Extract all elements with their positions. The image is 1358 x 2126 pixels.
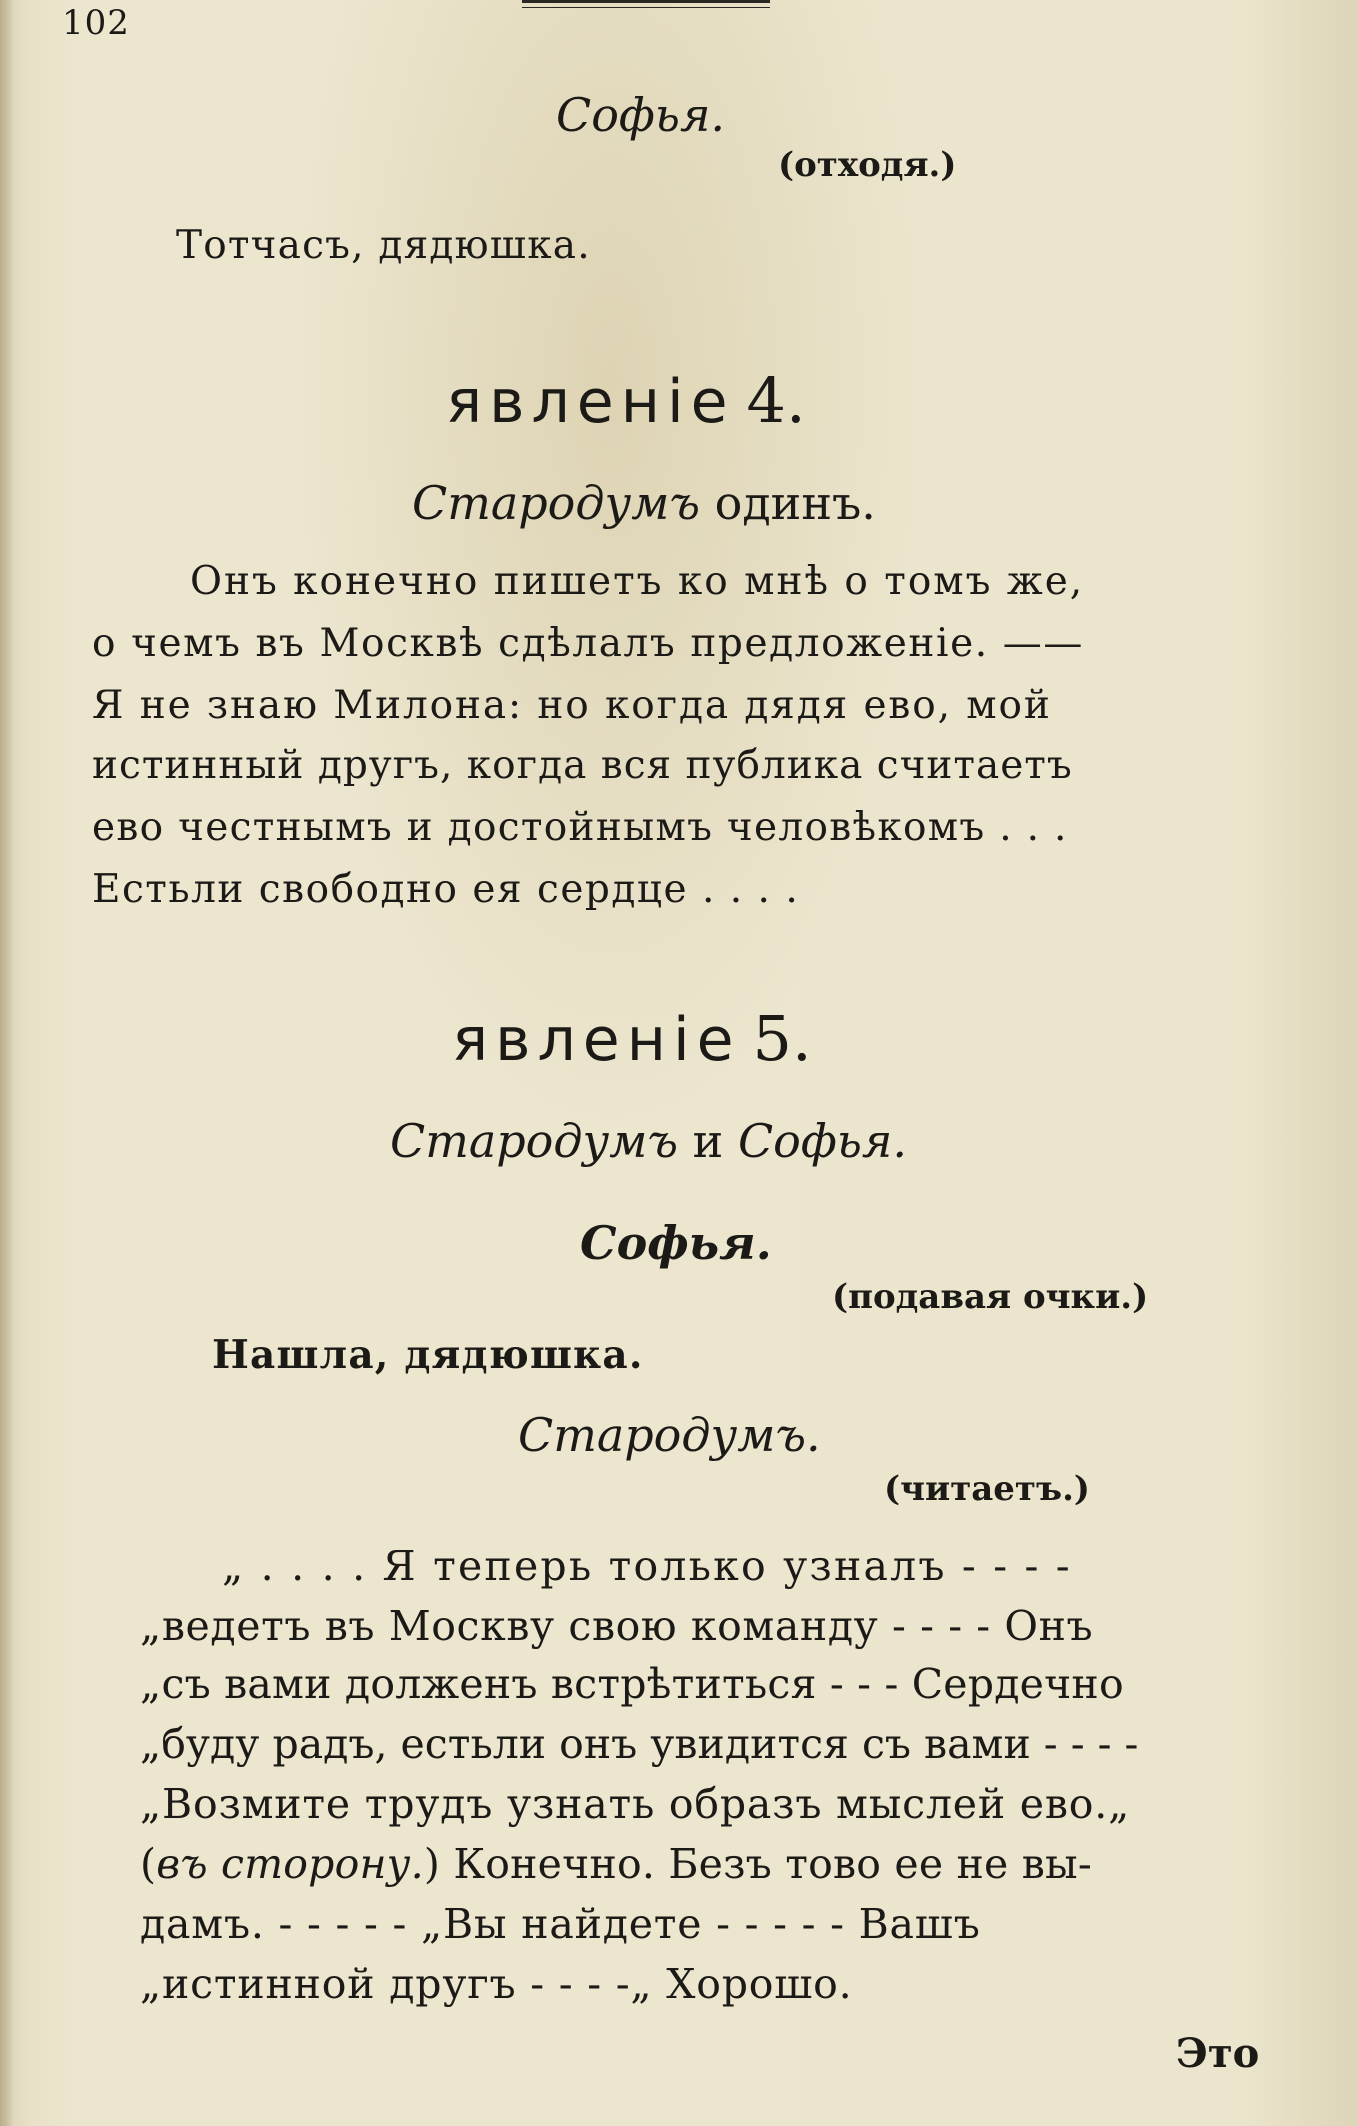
scene-number: 5. bbox=[752, 1002, 812, 1075]
top-rule-divider bbox=[522, 0, 770, 8]
aside-text: въ сторону. bbox=[156, 1840, 424, 1888]
letter-line: „съ вами долженъ встрѣтиться - - - Сердечно bbox=[140, 1660, 1124, 1708]
character-starodum: Стародумъ bbox=[390, 1114, 679, 1168]
stage-direction: (читаетъ.) bbox=[884, 1469, 1090, 1509]
scene-heading-label: явленіе bbox=[452, 1005, 741, 1075]
monologue-line: истинный другъ, когда вся публика считаетъ bbox=[92, 743, 1073, 788]
letter-line: „ведетъ въ Москву свою команду - - - - Онъ bbox=[140, 1602, 1094, 1650]
scene-heading-5 bbox=[452, 1002, 812, 1075]
scene-subtitle bbox=[390, 1114, 907, 1168]
scene-subtitle bbox=[412, 476, 876, 530]
aside-line bbox=[140, 1840, 1092, 1888]
scene-heading-label: явленіе bbox=[446, 367, 735, 437]
speaker-sofya: Софья. bbox=[580, 1216, 772, 1270]
letter-line: „Возмите трудъ узнать образъ мыслей ево.„ bbox=[140, 1780, 1131, 1828]
letter-line: „истинной другъ - - - -„ Хорошо. bbox=[140, 1960, 853, 2008]
stage-direction: (отходя.) bbox=[778, 145, 957, 185]
dialogue-line: Нашла, дядюшка. bbox=[212, 1332, 644, 1378]
speaker-starodum: Стародумъ. bbox=[518, 1408, 821, 1462]
subtitle-rest: одинъ. bbox=[700, 476, 876, 530]
character-sofya: Софья. bbox=[737, 1114, 907, 1168]
monologue-line: Естьли свободно ея сердце . . . . bbox=[92, 867, 800, 912]
scene-number: 4. bbox=[746, 364, 806, 437]
monologue-line: ево честнымъ и достойнымъ человѣкомъ . . . bbox=[92, 805, 1068, 850]
letter-line: „ . . . . Я теперь только узналъ - - - - bbox=[222, 1542, 1072, 1590]
monologue-line: Онъ конечно пишетъ ко мнѣ о томъ же, bbox=[190, 559, 1085, 604]
stage-direction: (подавая очки.) bbox=[832, 1277, 1149, 1317]
character-starodum: Стародумъ bbox=[412, 476, 701, 530]
monologue-line: о чемъ въ Москвѣ сдѣлалъ предложеніе. —— bbox=[92, 621, 1084, 666]
aside-continuation: Конечно. Безъ тово ее не вы- bbox=[440, 1840, 1092, 1888]
speaker-sofya: Софья. bbox=[556, 88, 726, 142]
page-number: 102 bbox=[62, 3, 130, 43]
subtitle-and: и bbox=[678, 1114, 738, 1168]
page-gutter-shadow bbox=[0, 0, 14, 2126]
aside-paren: ) bbox=[423, 1840, 441, 1888]
catchword: Это bbox=[1176, 2030, 1260, 2077]
scene-heading-4 bbox=[446, 364, 806, 437]
letter-line: „буду радъ, естьли онъ увидится съ вами - - - - bbox=[140, 1720, 1139, 1768]
aside-paren: ( bbox=[140, 1840, 157, 1888]
dialogue-line: Тотчасъ, дядюшка. bbox=[176, 223, 591, 268]
letter-line: дамъ. - - - - - „Вы найдете - - - - - Вашъ bbox=[140, 1900, 981, 1948]
monologue-line: Я не знаю Милона: но когда дядя ево, мой bbox=[92, 683, 1052, 728]
